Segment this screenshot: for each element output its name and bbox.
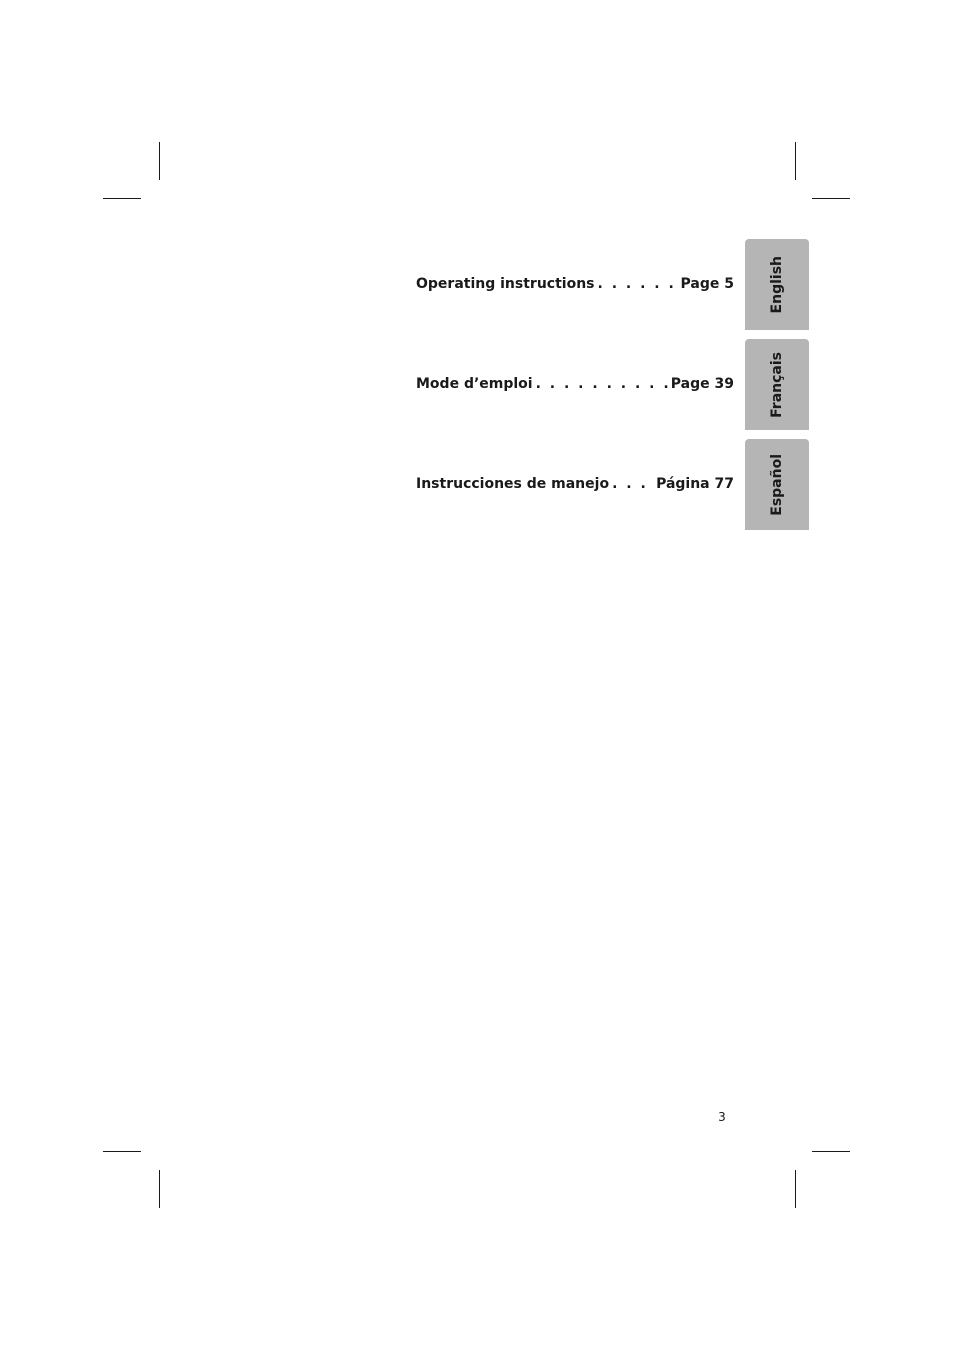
toc-entry-page: Page 5 — [680, 276, 734, 292]
toc-entry-label: Instrucciones de manejo — [416, 476, 610, 492]
language-tab-french[interactable] — [745, 339, 809, 430]
toc-entry-page: Página 77 — [656, 476, 734, 492]
crop-mark-bottom-right-vertical — [795, 1170, 796, 1208]
toc-leader-dots — [598, 276, 678, 292]
toc-entry-french[interactable] — [416, 376, 734, 398]
toc-leader-dots — [612, 476, 653, 492]
toc-entry-spanish[interactable] — [416, 476, 734, 498]
toc-entry-label: Operating instructions — [416, 276, 595, 292]
crop-mark-bottom-right-horizontal — [812, 1151, 850, 1152]
language-tab-spanish[interactable] — [745, 439, 809, 530]
toc-entry-english[interactable] — [416, 276, 734, 298]
crop-mark-bottom-left-horizontal — [103, 1151, 141, 1152]
language-tab-label: Français — [769, 351, 785, 418]
language-tab-label: English — [769, 255, 785, 314]
page-number: 3 — [718, 1110, 726, 1124]
crop-mark-top-left-vertical — [159, 142, 160, 180]
language-tab-english[interactable] — [745, 239, 809, 330]
crop-mark-top-right-horizontal — [812, 198, 850, 199]
toc-entry-label: Mode d’emploi — [416, 376, 533, 392]
language-tab-label: Español — [769, 453, 785, 516]
crop-mark-top-left-horizontal — [103, 198, 141, 199]
crop-mark-bottom-left-vertical — [159, 1170, 160, 1208]
crop-mark-top-right-vertical — [795, 142, 796, 180]
toc-leader-dots — [536, 376, 668, 392]
toc-entry-page: Page 39 — [670, 376, 734, 392]
